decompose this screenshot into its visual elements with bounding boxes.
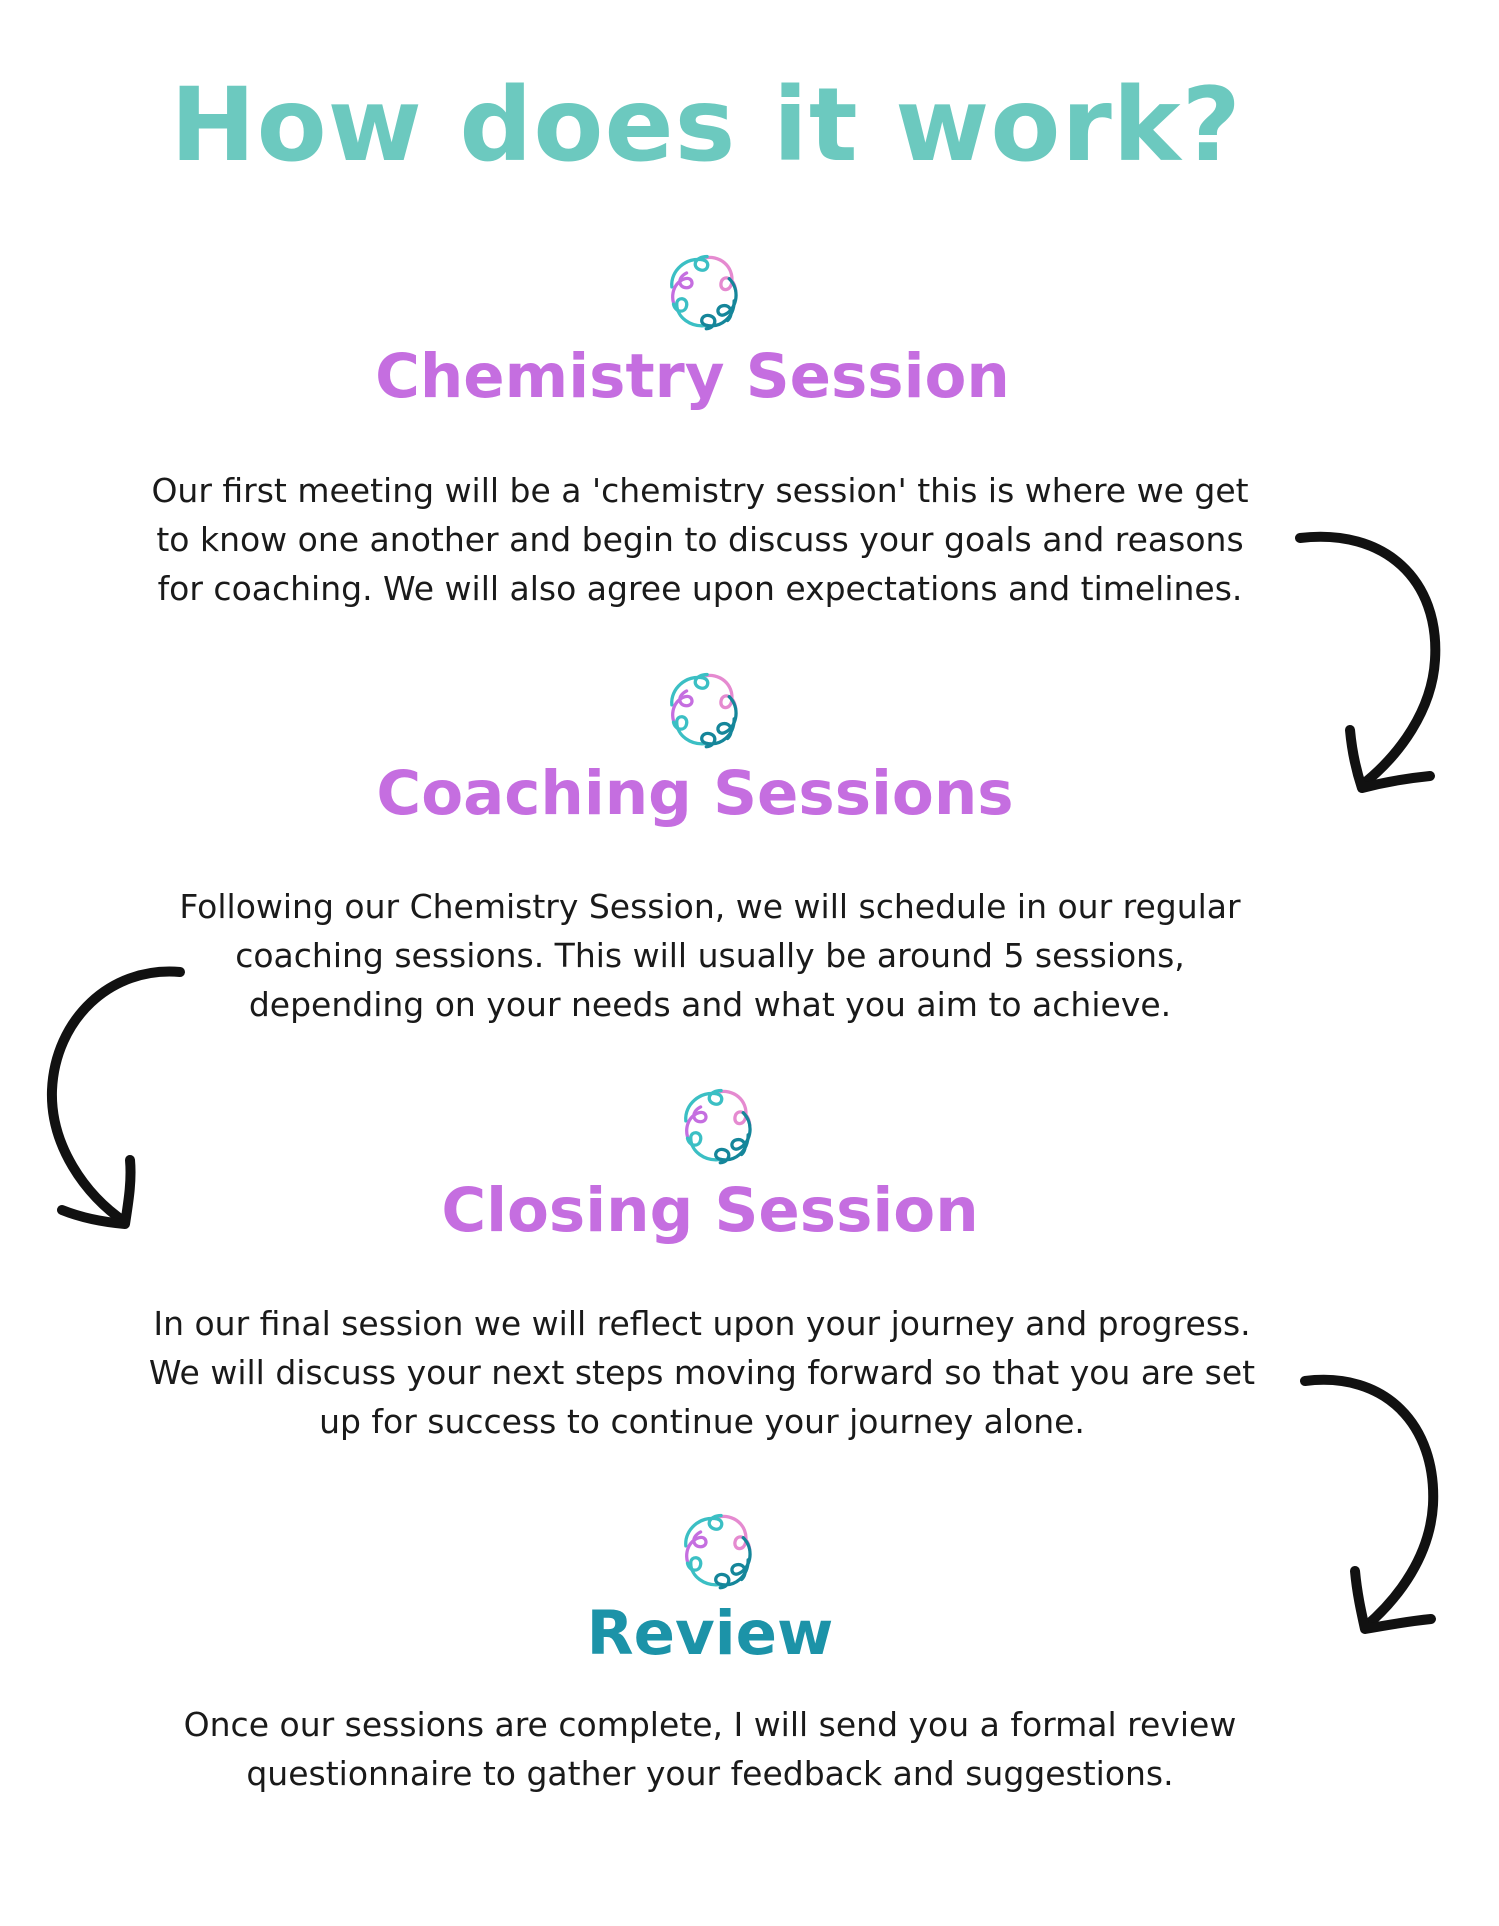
ribbon-wreath-icon — [676, 1509, 758, 1591]
heading-review: Review — [586, 1598, 834, 1669]
closing-session-text — [0, 1299, 1404, 1446]
page-title: How does it work? — [170, 66, 1242, 185]
ribbon-wreath-icon — [662, 668, 744, 750]
paragraph-line: to know one another and begin to discuss your goals and reasons — [156, 520, 1244, 559]
paragraph-line: In our final session we will reflect upon your journey and progress. — [153, 1304, 1251, 1343]
paragraph-line: for coaching. We will also agree upon expectations and timelines. — [157, 569, 1243, 608]
paragraph-line: depending on your needs and what you aim to achieve. — [248, 985, 1172, 1024]
paragraph-line: up for success to continue your journey alone. — [319, 1402, 1085, 1441]
paragraph-line: questionnaire to gather your feedback and suggestions. — [246, 1754, 1174, 1793]
heading-closing-session: Closing Session — [441, 1175, 979, 1246]
paragraph-line: Once our sessions are complete, I will send you a formal review — [183, 1705, 1237, 1744]
coaching-sessions-text — [0, 882, 1420, 1029]
ribbon-wreath-icon — [676, 1084, 758, 1166]
curved-arrow-right-icon — [1290, 520, 1460, 800]
curved-arrow-right-icon — [1295, 1365, 1455, 1640]
paragraph-line: coaching sessions. This will usually be around 5 sessions, — [235, 936, 1185, 975]
paragraph-line: Following our Chemistry Session, we will schedule in our regular — [179, 887, 1241, 926]
chemistry-session-text — [0, 466, 1400, 613]
heading-coaching-sessions: Coaching Sessions — [376, 758, 1014, 829]
review-text — [0, 1700, 1420, 1798]
paragraph-line: Our first meeting will be a 'chemistry session' this is where we get — [151, 471, 1249, 510]
ribbon-wreath-icon — [662, 250, 744, 332]
paragraph-line: We will discuss your next steps moving forward so that you are set — [148, 1353, 1256, 1392]
heading-chemistry-session: Chemistry Session — [375, 341, 1010, 412]
